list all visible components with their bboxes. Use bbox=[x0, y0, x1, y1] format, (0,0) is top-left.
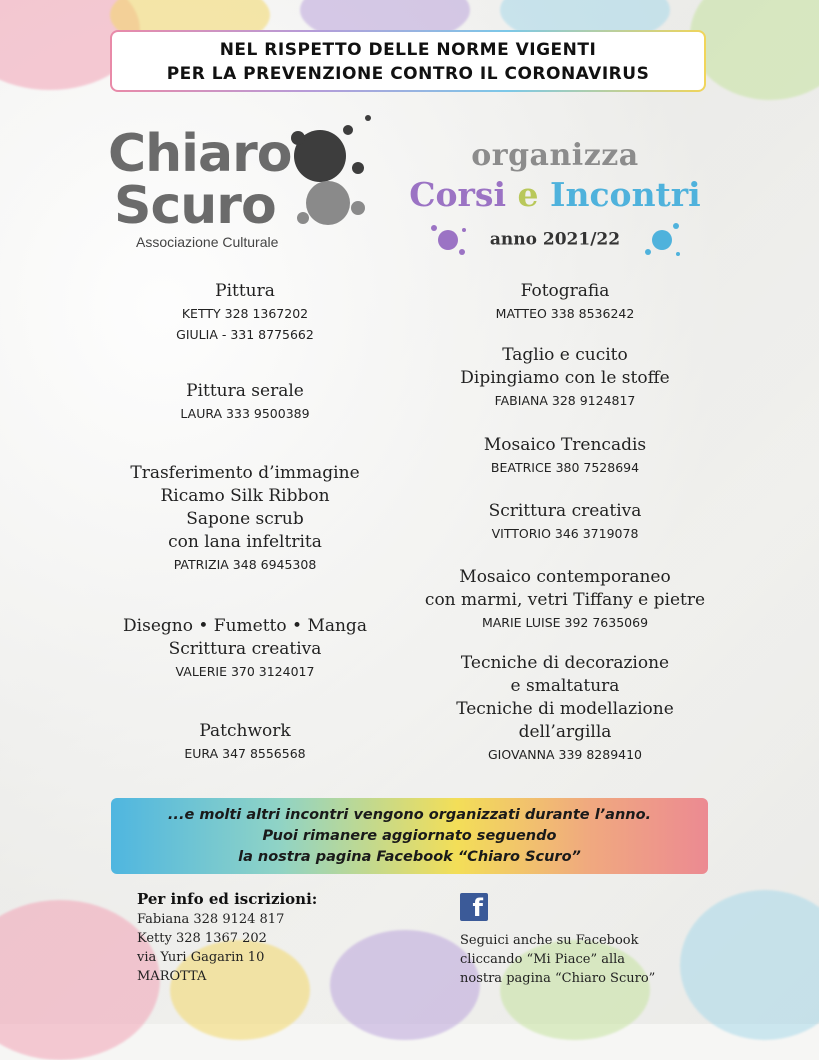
course-contact: MARIE LUISE 392 7635069 bbox=[481, 615, 649, 630]
info-line: via Yuri Gagarin 10 bbox=[137, 950, 265, 965]
logo-word-chiaro: Chiaro bbox=[108, 124, 292, 184]
organizza-word: organizza bbox=[471, 138, 639, 173]
title-corsi: Corsi bbox=[409, 175, 507, 214]
course-title: Tecniche di modellazione bbox=[456, 699, 674, 719]
course-contact: PATRIZIA 348 6945308 bbox=[173, 557, 317, 572]
notice-line-1: NEL RISPETTO DELLE NORME VIGENTI bbox=[219, 40, 597, 60]
course-block bbox=[95, 380, 395, 424]
course-block bbox=[415, 500, 715, 544]
course-title: Disegno • Fumetto • Manga bbox=[123, 616, 367, 636]
year-label bbox=[400, 218, 710, 262]
course-contact: GIOVANNA 339 8289410 bbox=[487, 747, 643, 762]
header-organizza bbox=[400, 138, 710, 262]
banner-line-3: la nostra pagina Facebook “Chiaro Scuro” bbox=[238, 849, 581, 865]
course-contact: VALERIE 370 3124017 bbox=[175, 664, 315, 679]
facebook-line: Seguici anche su Facebook bbox=[460, 933, 639, 948]
course-title: Mosaico Trencadis bbox=[483, 435, 647, 455]
course-title: dell’argilla bbox=[518, 722, 612, 742]
banner-line-1: ...e molti altri incontri vengono organizzati durante l’anno. bbox=[167, 807, 652, 823]
course-block bbox=[95, 462, 395, 575]
course-title: Ricamo Silk Ribbon bbox=[160, 486, 330, 506]
course-block bbox=[415, 566, 715, 633]
course-contact: GIULIA - 331 8775662 bbox=[176, 327, 314, 342]
notice-line-2: PER LA PREVENZIONE CONTRO IL CORONAVIRUS bbox=[166, 64, 650, 84]
course-title: Fotografia bbox=[520, 281, 610, 301]
course-title: Pittura serale bbox=[186, 381, 304, 401]
course-title: Scrittura creativa bbox=[488, 501, 642, 521]
course-title: Pittura bbox=[215, 281, 275, 301]
banner-line-2: Puoi rimanere aggiornato seguendo bbox=[262, 828, 557, 844]
course-title: Scrittura creativa bbox=[168, 639, 322, 659]
course-contact: LAURA 333 9500389 bbox=[180, 406, 310, 421]
facebook-text bbox=[460, 931, 700, 988]
course-contact: MATTEO 338 8536242 bbox=[495, 306, 635, 321]
course-title: Tecniche di decorazione bbox=[460, 653, 670, 673]
blue-splash-icon bbox=[640, 218, 684, 262]
year-text: anno 2021/22 bbox=[489, 229, 621, 250]
course-title: con marmi, vetri Tiffany e pietre bbox=[424, 590, 706, 610]
course-title: Mosaico contemporaneo bbox=[459, 567, 671, 587]
facebook-icon[interactable]: f bbox=[460, 893, 488, 921]
course-block bbox=[95, 720, 395, 764]
course-block bbox=[95, 280, 395, 345]
title-incontri: Incontri bbox=[550, 175, 701, 214]
course-title: e smaltatura bbox=[510, 676, 620, 696]
course-contact: BEATRICE 380 7528694 bbox=[490, 460, 640, 475]
course-contact: KETTY 328 1367202 bbox=[181, 306, 309, 321]
title-e: e bbox=[517, 175, 539, 214]
info-line: Fabiana 328 9124 817 bbox=[137, 912, 285, 927]
facebook-section bbox=[460, 893, 700, 988]
logo-subtitle: Associazione Culturale bbox=[136, 234, 279, 250]
facebook-info-banner bbox=[111, 798, 708, 874]
course-contact: EURA 347 8556568 bbox=[184, 746, 306, 761]
course-contact: VITTORIO 346 3719078 bbox=[491, 526, 639, 541]
course-block bbox=[95, 615, 395, 682]
info-line: Ketty 328 1367 202 bbox=[137, 931, 267, 946]
course-contact: FABIANA 328 9124817 bbox=[494, 393, 636, 408]
course-title: con lana infeltrita bbox=[168, 532, 322, 552]
contact-info bbox=[137, 888, 367, 986]
facebook-line: nostra pagina “Chiaro Scuro” bbox=[460, 971, 656, 986]
corsi-incontri-title bbox=[400, 174, 710, 216]
coronavirus-notice bbox=[110, 30, 706, 92]
course-block bbox=[415, 434, 715, 478]
facebook-line: cliccando “Mi Piace” alla bbox=[460, 952, 626, 967]
logo-word-scuro: Scuro bbox=[114, 176, 276, 236]
course-block bbox=[415, 344, 715, 411]
course-title: Trasferimento d’immagine bbox=[130, 463, 360, 483]
info-line: MAROTTA bbox=[137, 969, 207, 984]
course-block bbox=[415, 652, 715, 765]
purple-splash-icon bbox=[426, 218, 470, 262]
course-title: Patchwork bbox=[199, 721, 291, 741]
course-title: Dipingiamo con le stoffe bbox=[460, 368, 670, 388]
info-title: Per info ed iscrizioni: bbox=[137, 890, 318, 908]
course-title: Sapone scrub bbox=[186, 509, 304, 529]
course-block bbox=[415, 280, 715, 324]
chiaro-scuro-logo bbox=[108, 118, 368, 258]
course-title: Taglio e cucito bbox=[502, 345, 628, 365]
